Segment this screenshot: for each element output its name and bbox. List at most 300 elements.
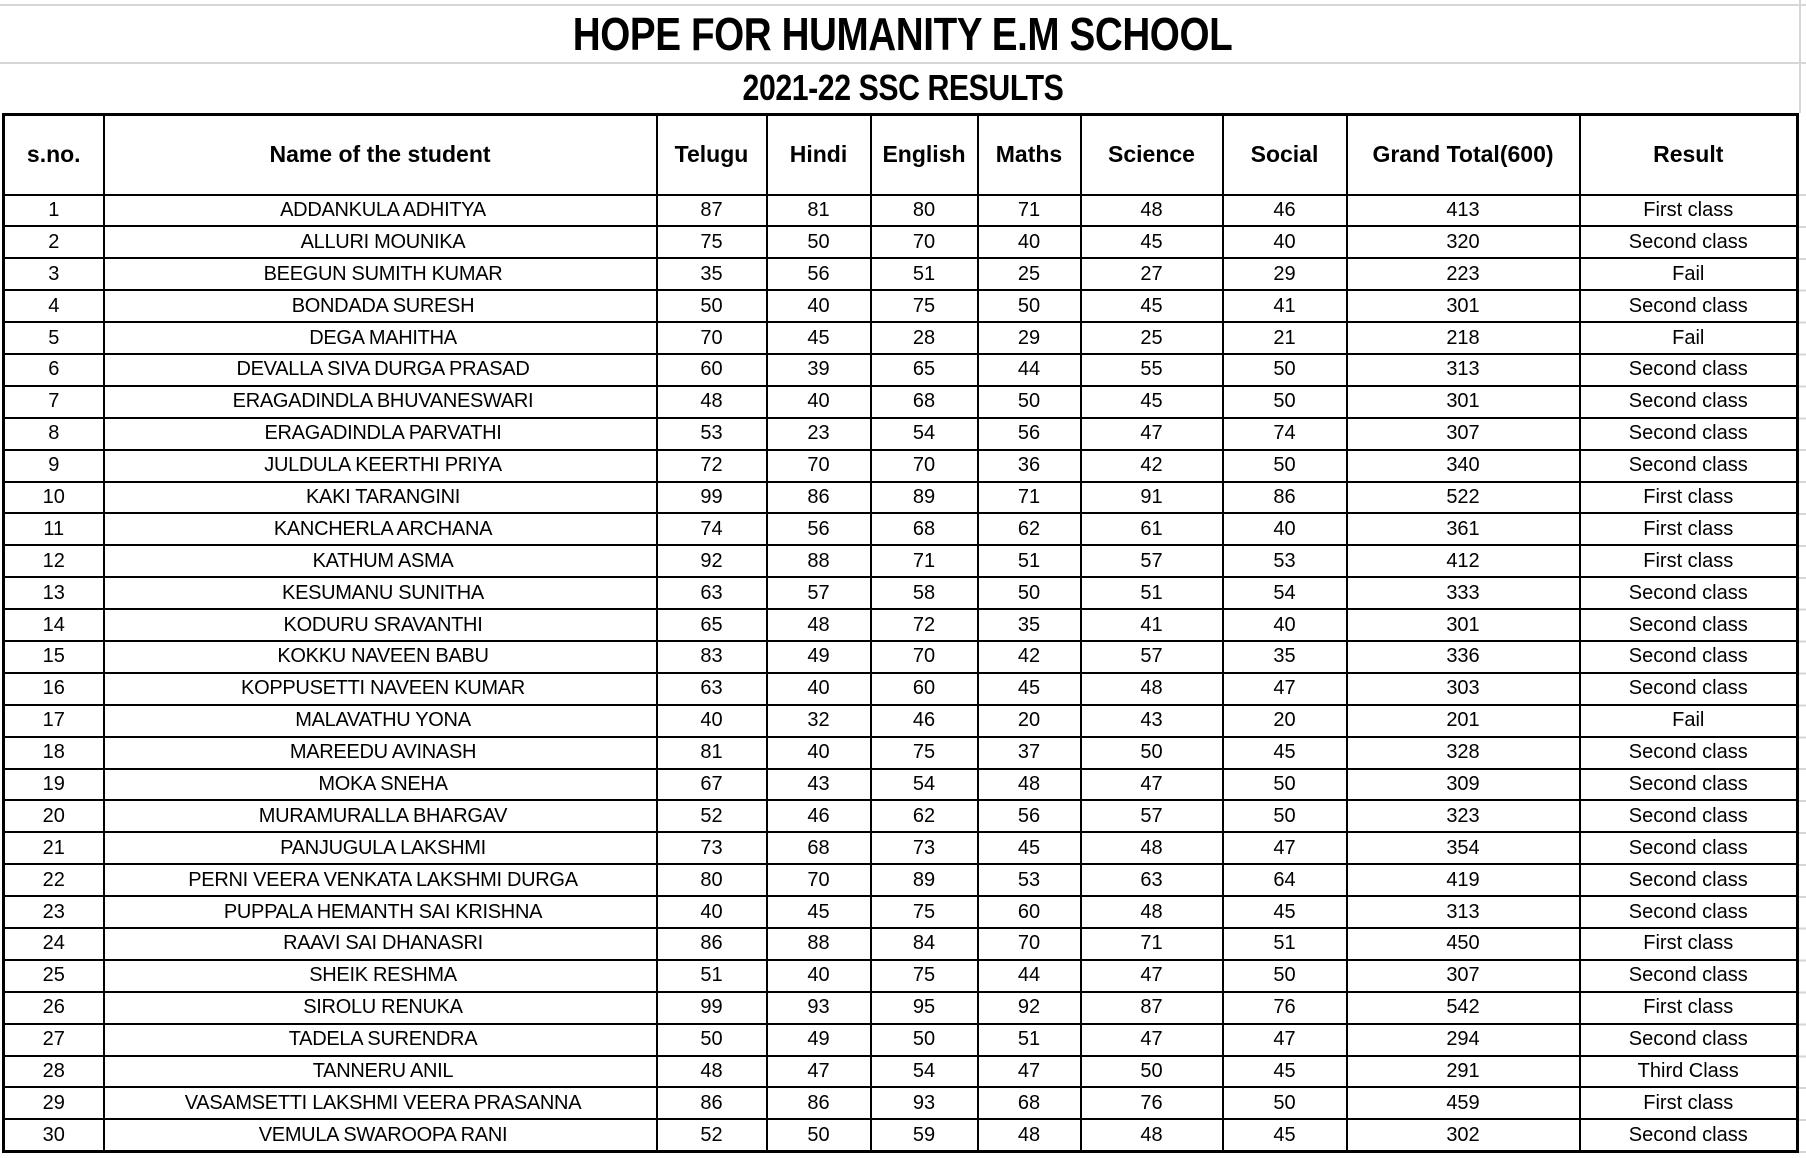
cell-maths-marks: 50 bbox=[978, 290, 1081, 322]
cell-science-marks: 76 bbox=[1081, 1087, 1223, 1119]
cell-social-marks: 21 bbox=[1223, 322, 1347, 354]
cell-result: Second class bbox=[1580, 769, 1798, 801]
cell-social-marks: 45 bbox=[1223, 896, 1347, 928]
column-header-maths: Maths bbox=[978, 115, 1081, 195]
cell-serial-number: 20 bbox=[4, 800, 104, 832]
cell-english-marks: 80 bbox=[871, 195, 978, 227]
table-row bbox=[4, 992, 1798, 1024]
cell-hindi-marks: 57 bbox=[767, 577, 871, 609]
table-row bbox=[4, 960, 1798, 992]
cell-telugu-marks: 86 bbox=[657, 1087, 767, 1119]
cell-telugu-marks: 63 bbox=[657, 577, 767, 609]
cell-english-marks: 65 bbox=[871, 354, 978, 386]
cell-english-marks: 28 bbox=[871, 322, 978, 354]
cell-student-name: KODURU SRAVANTHI bbox=[104, 609, 657, 641]
page-subtitle: 2021-22 SSC RESULTS bbox=[742, 66, 1064, 108]
cell-hindi-marks: 39 bbox=[767, 354, 871, 386]
cell-english-marks: 84 bbox=[871, 928, 978, 960]
table-row bbox=[4, 1119, 1798, 1151]
cell-maths-marks: 42 bbox=[978, 641, 1081, 673]
cell-student-name: SHEIK RESHMA bbox=[104, 960, 657, 992]
cell-maths-marks: 44 bbox=[978, 960, 1081, 992]
cell-english-marks: 89 bbox=[871, 864, 978, 896]
cell-student-name: MURAMURALLA BHARGAV bbox=[104, 800, 657, 832]
table-row bbox=[4, 258, 1798, 290]
cell-social-marks: 29 bbox=[1223, 258, 1347, 290]
results-table-body bbox=[4, 195, 1798, 1152]
cell-serial-number: 1 bbox=[4, 195, 104, 227]
cell-student-name: TANNERU ANIL bbox=[104, 1056, 657, 1088]
cell-serial-number: 26 bbox=[4, 992, 104, 1024]
cell-result: Second class bbox=[1580, 609, 1798, 641]
cell-serial-number: 10 bbox=[4, 482, 104, 514]
table-row bbox=[4, 928, 1798, 960]
cell-english-marks: 75 bbox=[871, 960, 978, 992]
column-header-hindi: Hindi bbox=[767, 115, 871, 195]
cell-telugu-marks: 99 bbox=[657, 482, 767, 514]
cell-student-name: DEGA MAHITHA bbox=[104, 322, 657, 354]
cell-social-marks: 40 bbox=[1223, 609, 1347, 641]
sheet-right-margin-gridlines bbox=[1798, 194, 1806, 1155]
cell-telugu-marks: 74 bbox=[657, 513, 767, 545]
cell-english-marks: 71 bbox=[871, 545, 978, 577]
cell-maths-marks: 37 bbox=[978, 737, 1081, 769]
cell-result: Second class bbox=[1580, 737, 1798, 769]
cell-serial-number: 24 bbox=[4, 928, 104, 960]
cell-serial-number: 30 bbox=[4, 1119, 104, 1151]
cell-hindi-marks: 45 bbox=[767, 322, 871, 354]
cell-hindi-marks: 40 bbox=[767, 960, 871, 992]
cell-serial-number: 4 bbox=[4, 290, 104, 322]
cell-maths-marks: 40 bbox=[978, 226, 1081, 258]
cell-science-marks: 71 bbox=[1081, 928, 1223, 960]
cell-telugu-marks: 48 bbox=[657, 386, 767, 418]
cell-result: Second class bbox=[1580, 226, 1798, 258]
cell-hindi-marks: 40 bbox=[767, 737, 871, 769]
table-row bbox=[4, 737, 1798, 769]
cell-hindi-marks: 40 bbox=[767, 673, 871, 705]
cell-student-name: PANJUGULA LAKSHMI bbox=[104, 832, 657, 864]
cell-telugu-marks: 92 bbox=[657, 545, 767, 577]
cell-social-marks: 64 bbox=[1223, 864, 1347, 896]
cell-maths-marks: 71 bbox=[978, 482, 1081, 514]
cell-grand-total: 303 bbox=[1347, 673, 1580, 705]
cell-serial-number: 8 bbox=[4, 418, 104, 450]
cell-grand-total: 218 bbox=[1347, 322, 1580, 354]
cell-result: Second class bbox=[1580, 450, 1798, 482]
table-row bbox=[4, 609, 1798, 641]
cell-student-name: MAREEDU AVINASH bbox=[104, 737, 657, 769]
cell-serial-number: 9 bbox=[4, 450, 104, 482]
table-row bbox=[4, 577, 1798, 609]
cell-maths-marks: 92 bbox=[978, 992, 1081, 1024]
cell-social-marks: 45 bbox=[1223, 1119, 1347, 1151]
page-title: HOPE FOR HUMANITY E.M SCHOOL bbox=[573, 8, 1233, 60]
cell-maths-marks: 44 bbox=[978, 354, 1081, 386]
cell-grand-total: 340 bbox=[1347, 450, 1580, 482]
cell-serial-number: 5 bbox=[4, 322, 104, 354]
cell-maths-marks: 70 bbox=[978, 928, 1081, 960]
cell-serial-number: 6 bbox=[4, 354, 104, 386]
cell-english-marks: 70 bbox=[871, 450, 978, 482]
cell-serial-number: 28 bbox=[4, 1056, 104, 1088]
cell-english-marks: 46 bbox=[871, 705, 978, 737]
results-table-head bbox=[4, 115, 1798, 195]
cell-science-marks: 57 bbox=[1081, 545, 1223, 577]
cell-grand-total: 333 bbox=[1347, 577, 1580, 609]
cell-telugu-marks: 50 bbox=[657, 1024, 767, 1056]
cell-serial-number: 7 bbox=[4, 386, 104, 418]
cell-result: Second class bbox=[1580, 864, 1798, 896]
cell-student-name: PUPPALA HEMANTH SAI KRISHNA bbox=[104, 896, 657, 928]
cell-english-marks: 50 bbox=[871, 1024, 978, 1056]
table-row bbox=[4, 1024, 1798, 1056]
cell-grand-total: 313 bbox=[1347, 354, 1580, 386]
cell-science-marks: 50 bbox=[1081, 1056, 1223, 1088]
cell-maths-marks: 62 bbox=[978, 513, 1081, 545]
cell-telugu-marks: 99 bbox=[657, 992, 767, 1024]
table-row bbox=[4, 800, 1798, 832]
cell-english-marks: 73 bbox=[871, 832, 978, 864]
cell-maths-marks: 51 bbox=[978, 545, 1081, 577]
cell-social-marks: 47 bbox=[1223, 1024, 1347, 1056]
table-row bbox=[4, 195, 1798, 227]
cell-science-marks: 25 bbox=[1081, 322, 1223, 354]
cell-maths-marks: 68 bbox=[978, 1087, 1081, 1119]
cell-social-marks: 86 bbox=[1223, 482, 1347, 514]
cell-student-name: MALAVATHU YONA bbox=[104, 705, 657, 737]
cell-maths-marks: 50 bbox=[978, 577, 1081, 609]
cell-student-name: VASAMSETTI LAKSHMI VEERA PRASANNA bbox=[104, 1087, 657, 1119]
cell-telugu-marks: 81 bbox=[657, 737, 767, 769]
column-header-telugu: Telugu bbox=[657, 115, 767, 195]
cell-student-name: PERNI VEERA VENKATA LAKSHMI DURGA bbox=[104, 864, 657, 896]
cell-serial-number: 23 bbox=[4, 896, 104, 928]
cell-science-marks: 45 bbox=[1081, 290, 1223, 322]
cell-telugu-marks: 50 bbox=[657, 290, 767, 322]
cell-serial-number: 25 bbox=[4, 960, 104, 992]
cell-telugu-marks: 83 bbox=[657, 641, 767, 673]
cell-serial-number: 11 bbox=[4, 513, 104, 545]
cell-result: First class bbox=[1580, 545, 1798, 577]
cell-result: Fail bbox=[1580, 705, 1798, 737]
cell-serial-number: 15 bbox=[4, 641, 104, 673]
cell-hindi-marks: 56 bbox=[767, 258, 871, 290]
cell-maths-marks: 25 bbox=[978, 258, 1081, 290]
cell-serial-number: 12 bbox=[4, 545, 104, 577]
cell-english-marks: 75 bbox=[871, 896, 978, 928]
cell-grand-total: 413 bbox=[1347, 195, 1580, 227]
cell-telugu-marks: 51 bbox=[657, 960, 767, 992]
cell-result: First class bbox=[1580, 928, 1798, 960]
table-row bbox=[4, 1056, 1798, 1088]
cell-result: First class bbox=[1580, 482, 1798, 514]
cell-grand-total: 336 bbox=[1347, 641, 1580, 673]
cell-english-marks: 95 bbox=[871, 992, 978, 1024]
table-row bbox=[4, 322, 1798, 354]
cell-grand-total: 320 bbox=[1347, 226, 1580, 258]
cell-science-marks: 48 bbox=[1081, 896, 1223, 928]
cell-english-marks: 54 bbox=[871, 418, 978, 450]
cell-english-marks: 70 bbox=[871, 226, 978, 258]
cell-result: Fail bbox=[1580, 322, 1798, 354]
cell-english-marks: 89 bbox=[871, 482, 978, 514]
cell-maths-marks: 20 bbox=[978, 705, 1081, 737]
cell-social-marks: 50 bbox=[1223, 450, 1347, 482]
cell-grand-total: 354 bbox=[1347, 832, 1580, 864]
cell-serial-number: 22 bbox=[4, 864, 104, 896]
cell-student-name: VEMULA SWAROOPA RANI bbox=[104, 1119, 657, 1151]
cell-result: Third Class bbox=[1580, 1056, 1798, 1088]
cell-maths-marks: 56 bbox=[978, 418, 1081, 450]
table-row bbox=[4, 418, 1798, 450]
cell-hindi-marks: 56 bbox=[767, 513, 871, 545]
table-row bbox=[4, 386, 1798, 418]
cell-telugu-marks: 67 bbox=[657, 769, 767, 801]
cell-maths-marks: 29 bbox=[978, 322, 1081, 354]
cell-maths-marks: 45 bbox=[978, 832, 1081, 864]
cell-science-marks: 45 bbox=[1081, 226, 1223, 258]
cell-hindi-marks: 45 bbox=[767, 896, 871, 928]
cell-hindi-marks: 50 bbox=[767, 1119, 871, 1151]
cell-hindi-marks: 23 bbox=[767, 418, 871, 450]
cell-science-marks: 57 bbox=[1081, 641, 1223, 673]
cell-result: Second class bbox=[1580, 896, 1798, 928]
cell-serial-number: 3 bbox=[4, 258, 104, 290]
cell-hindi-marks: 86 bbox=[767, 1087, 871, 1119]
cell-grand-total: 223 bbox=[1347, 258, 1580, 290]
cell-serial-number: 27 bbox=[4, 1024, 104, 1056]
cell-serial-number: 2 bbox=[4, 226, 104, 258]
cell-maths-marks: 53 bbox=[978, 864, 1081, 896]
cell-science-marks: 47 bbox=[1081, 418, 1223, 450]
cell-result: Second class bbox=[1580, 673, 1798, 705]
cell-hindi-marks: 40 bbox=[767, 290, 871, 322]
cell-english-marks: 58 bbox=[871, 577, 978, 609]
cell-science-marks: 61 bbox=[1081, 513, 1223, 545]
cell-maths-marks: 47 bbox=[978, 1056, 1081, 1088]
cell-maths-marks: 36 bbox=[978, 450, 1081, 482]
cell-hindi-marks: 50 bbox=[767, 226, 871, 258]
cell-hindi-marks: 43 bbox=[767, 769, 871, 801]
cell-social-marks: 54 bbox=[1223, 577, 1347, 609]
cell-maths-marks: 56 bbox=[978, 800, 1081, 832]
cell-social-marks: 41 bbox=[1223, 290, 1347, 322]
cell-science-marks: 91 bbox=[1081, 482, 1223, 514]
cell-english-marks: 72 bbox=[871, 609, 978, 641]
cell-english-marks: 51 bbox=[871, 258, 978, 290]
table-row bbox=[4, 513, 1798, 545]
cell-grand-total: 361 bbox=[1347, 513, 1580, 545]
cell-serial-number: 21 bbox=[4, 832, 104, 864]
cell-result: Second class bbox=[1580, 1119, 1798, 1151]
cell-hindi-marks: 46 bbox=[767, 800, 871, 832]
cell-grand-total: 309 bbox=[1347, 769, 1580, 801]
cell-social-marks: 45 bbox=[1223, 737, 1347, 769]
table-row bbox=[4, 896, 1798, 928]
cell-hindi-marks: 49 bbox=[767, 1024, 871, 1056]
cell-student-name: KOKKU NAVEEN BABU bbox=[104, 641, 657, 673]
column-header-total: Grand Total(600) bbox=[1347, 115, 1580, 195]
cell-grand-total: 291 bbox=[1347, 1056, 1580, 1088]
column-header-english: English bbox=[871, 115, 978, 195]
cell-maths-marks: 60 bbox=[978, 896, 1081, 928]
cell-telugu-marks: 72 bbox=[657, 450, 767, 482]
cell-telugu-marks: 60 bbox=[657, 354, 767, 386]
cell-maths-marks: 35 bbox=[978, 609, 1081, 641]
cell-science-marks: 47 bbox=[1081, 960, 1223, 992]
cell-grand-total: 419 bbox=[1347, 864, 1580, 896]
cell-hindi-marks: 81 bbox=[767, 195, 871, 227]
table-row bbox=[4, 226, 1798, 258]
cell-hindi-marks: 70 bbox=[767, 864, 871, 896]
cell-grand-total: 301 bbox=[1347, 290, 1580, 322]
sheet-gridline-vertical bbox=[1799, 0, 1801, 113]
cell-result: Second class bbox=[1580, 386, 1798, 418]
cell-social-marks: 47 bbox=[1223, 832, 1347, 864]
table-row bbox=[4, 482, 1798, 514]
cell-telugu-marks: 35 bbox=[657, 258, 767, 290]
cell-maths-marks: 51 bbox=[978, 1024, 1081, 1056]
cell-telugu-marks: 48 bbox=[657, 1056, 767, 1088]
cell-student-name: DEVALLA SIVA DURGA PRASAD bbox=[104, 354, 657, 386]
cell-result: Second class bbox=[1580, 800, 1798, 832]
cell-social-marks: 76 bbox=[1223, 992, 1347, 1024]
cell-hindi-marks: 68 bbox=[767, 832, 871, 864]
cell-student-name: KOPPUSETTI NAVEEN KUMAR bbox=[104, 673, 657, 705]
cell-social-marks: 50 bbox=[1223, 354, 1347, 386]
header-row bbox=[4, 115, 1798, 195]
cell-grand-total: 412 bbox=[1347, 545, 1580, 577]
cell-science-marks: 27 bbox=[1081, 258, 1223, 290]
cell-hindi-marks: 88 bbox=[767, 928, 871, 960]
table-row bbox=[4, 545, 1798, 577]
column-header-result: Result bbox=[1580, 115, 1798, 195]
cell-result: Second class bbox=[1580, 354, 1798, 386]
cell-social-marks: 46 bbox=[1223, 195, 1347, 227]
cell-english-marks: 68 bbox=[871, 513, 978, 545]
cell-grand-total: 307 bbox=[1347, 418, 1580, 450]
cell-social-marks: 20 bbox=[1223, 705, 1347, 737]
cell-hindi-marks: 47 bbox=[767, 1056, 871, 1088]
table-row bbox=[4, 354, 1798, 386]
cell-english-marks: 70 bbox=[871, 641, 978, 673]
cell-english-marks: 68 bbox=[871, 386, 978, 418]
cell-science-marks: 47 bbox=[1081, 1024, 1223, 1056]
cell-grand-total: 307 bbox=[1347, 960, 1580, 992]
results-table bbox=[2, 113, 1799, 1153]
cell-science-marks: 48 bbox=[1081, 1119, 1223, 1151]
cell-science-marks: 48 bbox=[1081, 673, 1223, 705]
cell-social-marks: 47 bbox=[1223, 673, 1347, 705]
cell-maths-marks: 71 bbox=[978, 195, 1081, 227]
cell-grand-total: 459 bbox=[1347, 1087, 1580, 1119]
cell-grand-total: 302 bbox=[1347, 1119, 1580, 1151]
column-header-social: Social bbox=[1223, 115, 1347, 195]
cell-result: First class bbox=[1580, 513, 1798, 545]
cell-telugu-marks: 80 bbox=[657, 864, 767, 896]
cell-result: First class bbox=[1580, 195, 1798, 227]
column-header-name: Name of the student bbox=[104, 115, 657, 195]
cell-science-marks: 48 bbox=[1081, 832, 1223, 864]
cell-social-marks: 40 bbox=[1223, 226, 1347, 258]
cell-grand-total: 328 bbox=[1347, 737, 1580, 769]
cell-student-name: JULDULA KEERTHI PRIYA bbox=[104, 450, 657, 482]
cell-telugu-marks: 63 bbox=[657, 673, 767, 705]
cell-science-marks: 63 bbox=[1081, 864, 1223, 896]
cell-social-marks: 50 bbox=[1223, 1087, 1347, 1119]
cell-hindi-marks: 86 bbox=[767, 482, 871, 514]
cell-student-name: TADELA SURENDRA bbox=[104, 1024, 657, 1056]
cell-grand-total: 301 bbox=[1347, 609, 1580, 641]
cell-result: First class bbox=[1580, 1087, 1798, 1119]
cell-student-name: ALLURI MOUNIKA bbox=[104, 226, 657, 258]
column-header-sno: s.no. bbox=[4, 115, 104, 195]
cell-english-marks: 62 bbox=[871, 800, 978, 832]
cell-grand-total: 450 bbox=[1347, 928, 1580, 960]
cell-student-name: KATHUM ASMA bbox=[104, 545, 657, 577]
cell-english-marks: 75 bbox=[871, 737, 978, 769]
cell-science-marks: 57 bbox=[1081, 800, 1223, 832]
cell-telugu-marks: 53 bbox=[657, 418, 767, 450]
cell-student-name: MOKA SNEHA bbox=[104, 769, 657, 801]
cell-social-marks: 51 bbox=[1223, 928, 1347, 960]
cell-result: Second class bbox=[1580, 290, 1798, 322]
subtitle-band bbox=[0, 64, 1806, 111]
cell-grand-total: 301 bbox=[1347, 386, 1580, 418]
cell-english-marks: 54 bbox=[871, 769, 978, 801]
cell-telugu-marks: 75 bbox=[657, 226, 767, 258]
cell-student-name: BEEGUN SUMITH KUMAR bbox=[104, 258, 657, 290]
column-header-science: Science bbox=[1081, 115, 1223, 195]
title-band bbox=[0, 6, 1806, 62]
table-row bbox=[4, 673, 1798, 705]
cell-science-marks: 43 bbox=[1081, 705, 1223, 737]
cell-grand-total: 542 bbox=[1347, 992, 1580, 1024]
cell-result: Second class bbox=[1580, 577, 1798, 609]
cell-serial-number: 19 bbox=[4, 769, 104, 801]
cell-grand-total: 323 bbox=[1347, 800, 1580, 832]
cell-hindi-marks: 93 bbox=[767, 992, 871, 1024]
cell-maths-marks: 48 bbox=[978, 769, 1081, 801]
cell-telugu-marks: 86 bbox=[657, 928, 767, 960]
cell-result: Fail bbox=[1580, 258, 1798, 290]
cell-result: Second class bbox=[1580, 418, 1798, 450]
cell-maths-marks: 48 bbox=[978, 1119, 1081, 1151]
cell-hindi-marks: 88 bbox=[767, 545, 871, 577]
cell-hindi-marks: 40 bbox=[767, 386, 871, 418]
cell-student-name: RAAVI SAI DHANASRI bbox=[104, 928, 657, 960]
table-row bbox=[4, 705, 1798, 737]
cell-social-marks: 53 bbox=[1223, 545, 1347, 577]
cell-grand-total: 294 bbox=[1347, 1024, 1580, 1056]
cell-result: Second class bbox=[1580, 1024, 1798, 1056]
cell-serial-number: 17 bbox=[4, 705, 104, 737]
table-row bbox=[4, 450, 1798, 482]
cell-serial-number: 13 bbox=[4, 577, 104, 609]
cell-telugu-marks: 87 bbox=[657, 195, 767, 227]
cell-serial-number: 29 bbox=[4, 1087, 104, 1119]
cell-english-marks: 93 bbox=[871, 1087, 978, 1119]
cell-science-marks: 48 bbox=[1081, 195, 1223, 227]
cell-social-marks: 35 bbox=[1223, 641, 1347, 673]
cell-telugu-marks: 40 bbox=[657, 705, 767, 737]
cell-science-marks: 87 bbox=[1081, 992, 1223, 1024]
cell-student-name: ERAGADINDLA BHUVANESWARI bbox=[104, 386, 657, 418]
table-row bbox=[4, 864, 1798, 896]
cell-grand-total: 201 bbox=[1347, 705, 1580, 737]
cell-hindi-marks: 70 bbox=[767, 450, 871, 482]
